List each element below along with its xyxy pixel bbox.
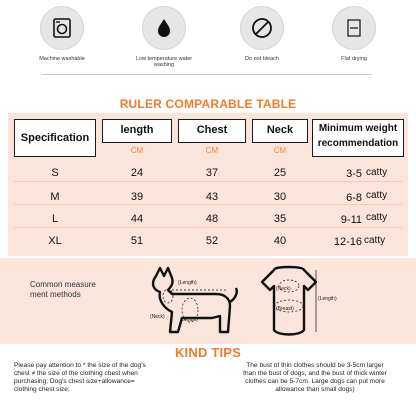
unit-length: CM: [130, 146, 144, 155]
length-value: 24: [130, 167, 144, 179]
length-value: 39: [130, 191, 144, 203]
measure-label-line2: ment methods: [30, 290, 81, 299]
care-label: Flat drying: [341, 56, 367, 62]
length-value: 44: [130, 213, 144, 225]
size-table: [8, 113, 408, 256]
chest-value: 48: [205, 213, 219, 225]
no-bleach-icon: [240, 6, 284, 50]
tips-right: [220, 362, 410, 394]
care-item-low-temp: [118, 6, 210, 68]
dog1-length-tag: (Length): [178, 280, 197, 286]
unit-neck: CM: [273, 146, 287, 155]
dog2-length-tag: (Length): [318, 296, 337, 302]
size-table-title: RULER COMPARABLE TABLE: [119, 97, 297, 111]
neck-value: 35: [273, 213, 287, 225]
care-label: Low temperature water washing: [135, 56, 193, 68]
row-divider: [14, 181, 402, 182]
length-value: 51: [130, 235, 144, 247]
header-weight-line2: recommendation: [317, 138, 399, 149]
washing-machine-icon: [40, 6, 84, 50]
header-spec: Specification: [20, 132, 90, 144]
dog1-breast-tag: (Breast): [180, 317, 198, 323]
neck-value: 40: [273, 235, 287, 247]
header-weight-line1: Minimum weight: [318, 123, 398, 134]
tips-right-line: than the bust of dogs, and the bust of thick winter: [243, 370, 387, 377]
flat-drying-icon: [332, 6, 376, 50]
measure-label-line1: Common measure: [30, 280, 96, 289]
neck-value: 25: [273, 167, 287, 179]
divider: [42, 74, 372, 75]
care-label: Do not bleach: [245, 56, 279, 62]
weight-unit: catty: [366, 190, 388, 201]
row-divider: [14, 227, 402, 228]
row-divider: [14, 204, 402, 205]
dog-top-diagram: [250, 262, 328, 342]
weight-value: 6-8: [346, 192, 362, 204]
weight-value: 12-16: [333, 236, 362, 248]
dog2-neck-tag: (Neck): [276, 286, 291, 292]
dog1-neck-tag: (Neck): [150, 314, 165, 320]
tips-right-line: clothes can be 5-7cm. Large dogs can put more: [245, 378, 385, 385]
care-item-machine-wash: [16, 6, 108, 62]
care-item-no-bleach: [216, 6, 308, 62]
tips-left-line: chest ≠ the size of the clothing chest when: [14, 370, 138, 377]
neck-value: 30: [273, 191, 287, 203]
tips-left-line: Please pay attention to * the size of the dog's: [14, 362, 146, 369]
chest-value: 37: [205, 167, 219, 179]
tips-left-line: purchasing; Dog's chest size+allowance=: [14, 378, 135, 385]
measure-label: [30, 280, 96, 300]
weight-unit: catty: [366, 212, 388, 223]
tips-left: [14, 362, 200, 394]
weight-value: 3-5: [346, 168, 362, 180]
size-label: S: [51, 167, 59, 179]
care-instructions: [12, 0, 404, 82]
size-label: M: [50, 191, 60, 203]
header-neck: Neck: [266, 124, 294, 136]
chest-value: 52: [205, 235, 219, 247]
unit-chest: CM: [205, 146, 219, 155]
kind-tips-title: KIND TIPS: [174, 345, 242, 360]
dog-side-diagram: [138, 262, 248, 342]
weight-unit: catty: [366, 167, 388, 178]
chest-value: 43: [205, 191, 219, 203]
header-chest: Chest: [196, 124, 228, 136]
water-drop-icon: [142, 6, 186, 50]
tips-right-line: The bust of thin clothes should be 3-5cm larger: [246, 362, 384, 369]
header-length: length: [120, 124, 154, 136]
tips-right-line: allowance than small dogs): [275, 386, 355, 393]
tips-left-line: clothing chest size;: [14, 386, 70, 393]
care-item-flat-dry: [308, 6, 400, 62]
weight-value: 9-11: [340, 214, 362, 226]
dog2-breast-tag: (Breast): [276, 306, 294, 312]
size-label: XL: [48, 235, 62, 247]
weight-unit: catty: [364, 235, 386, 246]
care-label: Machine washable: [39, 56, 85, 62]
size-label: L: [51, 213, 59, 225]
